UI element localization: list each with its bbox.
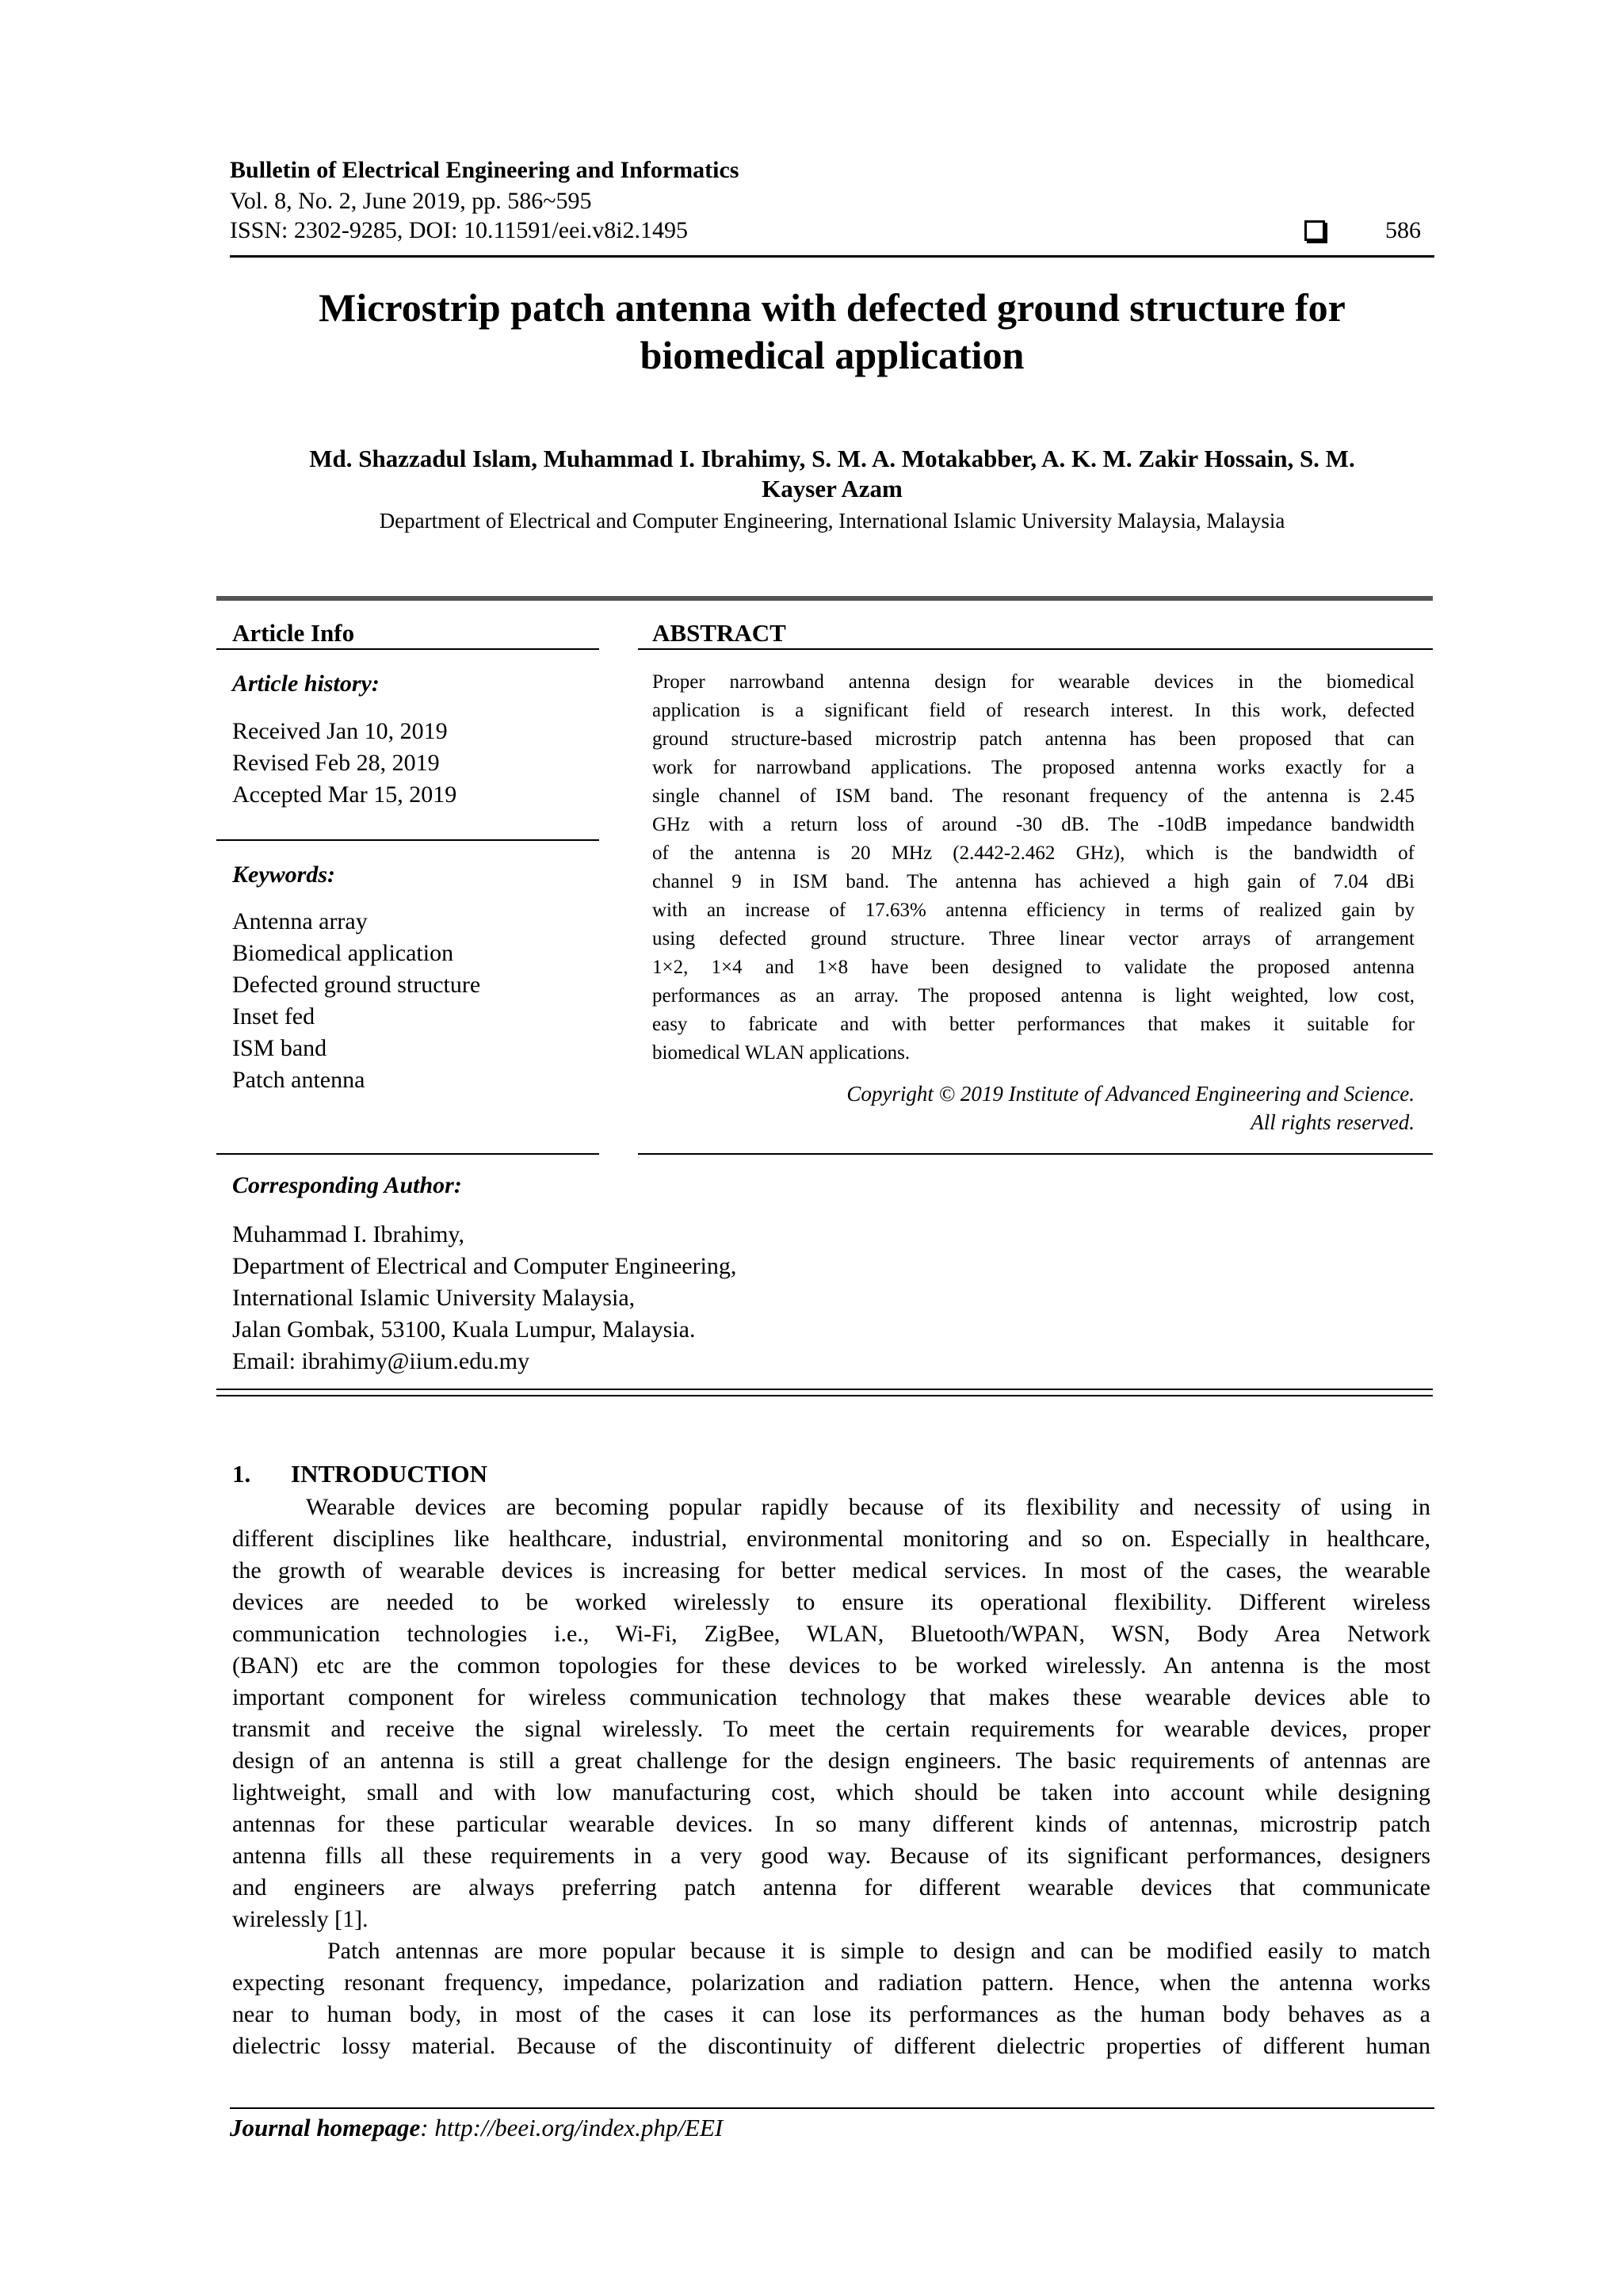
footer-rule bbox=[230, 2107, 1434, 2109]
homepage-label: Journal homepage bbox=[230, 2114, 421, 2141]
abstract-line: GHz with a return loss of around -30 dB. The -10dB impedance bandwidth bbox=[652, 814, 1415, 835]
body-line: communication technologies i.e., Wi-Fi, ZigBee, WLAN, Bluetooth/WPAN, WSN, Body Area Network bbox=[232, 1621, 1430, 1647]
body-line: Patch antennas are more popular because it is simple to design and can be modified easily to match bbox=[327, 1938, 1430, 1964]
article-info-bottom-rule bbox=[216, 1153, 599, 1155]
corresponding-author-heading: Corresponding Author: bbox=[232, 1172, 462, 1198]
keyword-item: Biomedical application bbox=[232, 940, 454, 966]
copyright-notice bbox=[652, 1079, 1415, 1137]
keywords-heading: Keywords: bbox=[232, 861, 335, 888]
header-rule bbox=[230, 255, 1434, 258]
author-department: Department of Electrical and Computer Engineering, bbox=[232, 1253, 737, 1279]
abstract-bottom-rule bbox=[638, 1153, 1433, 1155]
abstract-line: 1×2, 1×4 and 1×8 have been designed to validate the proposed antenna bbox=[652, 957, 1415, 978]
body-line: important component for wireless communication technology that makes these wearable devices able to bbox=[232, 1684, 1430, 1710]
abstract-line: performances as an array. The proposed antenna is light weighted, low cost, bbox=[652, 985, 1415, 1007]
author-name: Muhammad I. Ibrahimy, bbox=[232, 1221, 464, 1247]
body-line: wirelessly [1]. bbox=[232, 1906, 369, 1932]
double-rule-bottom bbox=[216, 1395, 1433, 1396]
body-line: and engineers are always preferring patch antenna for different wearable devices that communicate bbox=[232, 1874, 1430, 1901]
abstract-line: application is a significant field of research interest. In this work, defected bbox=[652, 700, 1415, 721]
author-address: Jalan Gombak, 53100, Kuala Lumpur, Malaysia. bbox=[232, 1316, 696, 1343]
body-line: devices are needed to be worked wirelessly to ensure its operational flexibility. Different wireless bbox=[232, 1589, 1430, 1615]
keyword-item: Inset fed bbox=[232, 1003, 315, 1030]
received-date: Received Jan 10, 2019 bbox=[232, 718, 448, 744]
keyword-item: ISM band bbox=[232, 1035, 327, 1061]
journal-homepage bbox=[230, 2113, 723, 2143]
abstract-line: Proper narrowband antenna design for wearable devices in the biomedical bbox=[652, 671, 1415, 693]
abstract-line: work for narrowband applications. The proposed antenna works exactly for a bbox=[652, 757, 1415, 778]
section-number: 1. bbox=[232, 1460, 251, 1488]
copyright-line: All rights reserved. bbox=[1251, 1110, 1415, 1134]
author-university: International Islamic University Malaysia, bbox=[232, 1285, 636, 1311]
abstract-line: ground structure-based microstrip patch antenna has been proposed that can bbox=[652, 728, 1415, 750]
abstract-heading: ABSTRACT bbox=[652, 619, 786, 647]
abstract-line: with an increase of 17.63% antenna efficiency in terms of realized gain by bbox=[652, 900, 1415, 921]
body-line: dielectric lossy material. Because of the discontinuity of different dielectric properties of different human bbox=[232, 2033, 1430, 2059]
abstract-rule bbox=[638, 648, 1433, 650]
body-line: near to human body, in most of the cases it can lose its performances as the human body behaves as a bbox=[232, 2001, 1430, 2027]
abstract-line: biomedical WLAN applications. bbox=[652, 1042, 911, 1064]
journal-name: Bulletin of Electrical Engineering and Informatics bbox=[230, 157, 739, 183]
keyword-list bbox=[232, 906, 480, 1096]
body-line: (BAN) etc are the common topologies for these devices to be worked wirelessly. An antenna is the most bbox=[232, 1652, 1430, 1679]
revised-date: Revised Feb 28, 2019 bbox=[232, 750, 440, 776]
author-list bbox=[230, 444, 1434, 504]
title-line: biomedical application bbox=[640, 333, 1025, 377]
intro-paragraph-1 bbox=[232, 1492, 1430, 1935]
body-line: antenna fills all these requirements in a very good way. Because of its significant performances, designers bbox=[232, 1843, 1430, 1869]
checkbox-square-icon bbox=[1304, 220, 1325, 241]
paper-title bbox=[230, 284, 1434, 379]
section-title: INTRODUCTION bbox=[291, 1460, 488, 1488]
authors-line: Kayser Azam bbox=[762, 475, 903, 502]
body-line: the growth of wearable devices is increasing for better medical services. In most of the cases, the wearable bbox=[232, 1557, 1430, 1584]
keyword-item: Defected ground structure bbox=[232, 972, 481, 998]
body-line: lightweight, small and with low manufacturing cost, which should be taken into account while designing bbox=[232, 1779, 1430, 1805]
intro-paragraph-2 bbox=[232, 1935, 1430, 2062]
author-email: Email: ibrahimy@iium.edu.my bbox=[232, 1348, 530, 1374]
accepted-date: Accepted Mar 15, 2019 bbox=[232, 781, 457, 808]
homepage-url[interactable]: : http://beei.org/index.php/EEI bbox=[420, 2114, 724, 2141]
abstract-line: using defected ground structure. Three linear vector arrays of arrangement bbox=[652, 928, 1415, 949]
double-rule-top bbox=[216, 1389, 1433, 1390]
body-line: antennas for these particular wearable devices. In so many different kinds of antennas, microstrip patch bbox=[232, 1811, 1430, 1837]
body-line: expecting resonant frequency, impedance, polarization and radiation pattern. Hence, when the antenna works bbox=[232, 1969, 1430, 1996]
affiliation: Department of Electrical and Computer Engineering, International Islamic University Malaysia, Malaysia bbox=[379, 509, 1285, 533]
abstract-line: channel 9 in ISM band. The antenna has achieved a high gain of 7.04 dBi bbox=[652, 871, 1415, 892]
keywords-rule bbox=[216, 839, 599, 841]
authors-line: Md. Shazzadul Islam, Muhammad I. Ibrahimy, S. M. A. Motakabber, A. K. M. Zakir Hossain, S. M. bbox=[309, 445, 1355, 472]
keyword-item: Antenna array bbox=[232, 908, 368, 934]
section-heading-introduction bbox=[232, 1460, 487, 1488]
body-line: Wearable devices are becoming popular rapidly because of its flexibility and necessity of using in bbox=[306, 1494, 1430, 1520]
article-history-heading: Article history: bbox=[232, 670, 380, 697]
issn-doi: ISSN: 2302-9285, DOI: 10.11591/eei.v8i2.1495 bbox=[230, 217, 689, 243]
abstract-line: of the antenna is 20 MHz (2.442-2.462 GHz), which is the bandwidth of bbox=[652, 842, 1415, 864]
article-info-rule bbox=[216, 648, 599, 650]
body-line: transmit and receive the signal wirelessly. To meet the certain requirements for wearable devices, proper bbox=[232, 1716, 1430, 1742]
title-line: Microstrip patch antenna with defected ground structure for bbox=[319, 285, 1346, 330]
body-line: different disciplines like healthcare, industrial, environmental monitoring and so on. Especially in healthcare, bbox=[232, 1526, 1430, 1552]
page-number: 586 bbox=[1385, 217, 1421, 243]
body-line: design of an antenna is still a great challenge for the design engineers. The basic requirements of antennas are bbox=[232, 1748, 1430, 1774]
copyright-line: Copyright © 2019 Institute of Advanced Engineering and Science. bbox=[846, 1082, 1415, 1106]
abstract-text bbox=[652, 668, 1415, 1068]
abstract-line: easy to fabricate and with better performances that makes it suitable for bbox=[652, 1014, 1415, 1035]
article-info-heading: Article Info bbox=[232, 619, 355, 647]
abstract-line: single channel of ISM band. The resonant frequency of the antenna is 2.45 bbox=[652, 785, 1415, 807]
section-divider-thick bbox=[216, 596, 1433, 601]
keyword-item: Patch antenna bbox=[232, 1067, 365, 1093]
corresponding-author-details bbox=[232, 1219, 736, 1377]
volume-info: Vol. 8, No. 2, June 2019, pp. 586~595 bbox=[230, 188, 592, 214]
